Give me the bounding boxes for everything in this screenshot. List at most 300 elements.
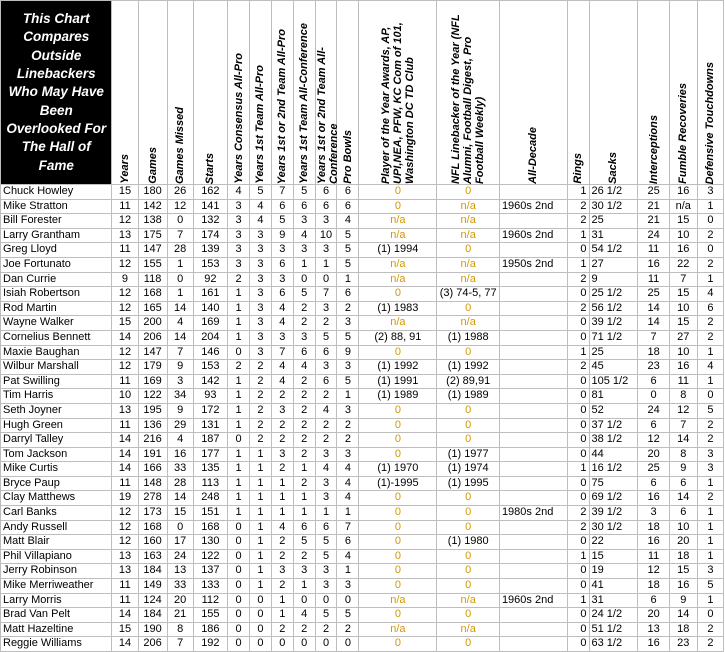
stat-cell: 4 [167, 433, 193, 448]
stat-cell: 1 [697, 199, 723, 214]
stat-cell: 1 [228, 316, 250, 331]
table-row [1, 564, 724, 579]
column-header [167, 1, 193, 185]
stat-cell: 16 [638, 535, 669, 550]
stat-cell: 0 [567, 535, 589, 550]
player-name: Clay Matthews [1, 491, 112, 506]
stat-cell: 3 [293, 564, 315, 579]
stat-cell: 1 [337, 506, 359, 521]
stat-cell: 3 [315, 491, 337, 506]
stat-cell: 2 [271, 389, 293, 404]
stat-cell: 1 [228, 506, 250, 521]
stat-cell [499, 608, 567, 623]
stat-cell: (1) 1989 [359, 389, 437, 404]
stat-cell: 0 [315, 593, 337, 608]
stat-cell: 6 [293, 345, 315, 360]
column-header-label: Sacks [607, 152, 620, 184]
stat-cell: (2) 88, 91 [359, 330, 437, 345]
stat-cell: 3 [249, 257, 271, 272]
stat-cell: 3 [249, 330, 271, 345]
table-row [1, 214, 724, 229]
stat-cell: 0 [437, 243, 500, 258]
stat-cell [499, 535, 567, 550]
stat-cell: (3) 74-5, 77 [437, 287, 500, 302]
stat-cell: 3 [293, 214, 315, 229]
stat-cell: 0 [567, 243, 589, 258]
stat-cell: (1) 1994 [359, 243, 437, 258]
stat-cell: 29 [167, 418, 193, 433]
stat-cell: 3 [337, 579, 359, 594]
player-name: Pat Swilling [1, 374, 112, 389]
stat-cell: 118 [138, 272, 167, 287]
stat-cell: 15 [112, 316, 138, 331]
column-header-label: Starts [204, 152, 217, 184]
stat-cell: (1) 1988 [437, 330, 500, 345]
stat-cell: 5 [337, 374, 359, 389]
stat-cell: n/a [437, 622, 500, 637]
stat-cell: 2 [293, 301, 315, 316]
stat-cell: 20 [638, 447, 669, 462]
stat-cell: 93 [193, 389, 227, 404]
stat-cell: n/a [437, 272, 500, 287]
stat-cell: 3 [228, 214, 250, 229]
stat-cell: 0 [167, 272, 193, 287]
stat-cell: 2 [293, 549, 315, 564]
stat-cell: 2 [293, 374, 315, 389]
stat-cell: 191 [138, 447, 167, 462]
stat-cell: 0 [271, 637, 293, 652]
stat-cell: 0 [228, 622, 250, 637]
stat-cell: (1) 1974 [437, 462, 500, 477]
stat-cell: 1 [567, 593, 589, 608]
stat-cell: 16 [167, 447, 193, 462]
stat-cell [499, 330, 567, 345]
stat-cell: 163 [138, 549, 167, 564]
stat-cell: 112 [193, 593, 227, 608]
stat-cell: 0 [567, 418, 589, 433]
stat-cell: 10 [669, 520, 697, 535]
stat-cell: 4 [249, 214, 271, 229]
column-header [271, 1, 293, 185]
stat-cell: 2 [293, 389, 315, 404]
column-header [315, 1, 340, 185]
stat-cell: 5 [337, 257, 359, 272]
stat-cell: 1 [249, 535, 271, 550]
stat-cell: 24 [167, 549, 193, 564]
stat-cell: 3 [249, 316, 271, 331]
stat-cell: (1) 1980 [437, 535, 500, 550]
stat-cell: 4 [315, 403, 337, 418]
stat-cell: 21 [638, 214, 669, 229]
stat-cell: 1 [228, 330, 250, 345]
table-row [1, 491, 724, 506]
stat-cell: 1 [697, 520, 723, 535]
stat-cell: 10 [669, 301, 697, 316]
stat-cell: 2 [697, 418, 723, 433]
stat-cell: 3 [337, 447, 359, 462]
stat-cell: 0 [228, 564, 250, 579]
stat-cell: 3 [228, 199, 250, 214]
stat-cell: 172 [193, 403, 227, 418]
stat-cell: 12 [638, 433, 669, 448]
stat-cell: 2 [271, 535, 293, 550]
stat-cell: 7 [638, 330, 669, 345]
stat-cell: 13 [112, 564, 138, 579]
stat-cell [499, 272, 567, 287]
column-header [499, 1, 567, 185]
column-header-label: Interceptions [647, 114, 660, 184]
stat-cell: 168 [138, 287, 167, 302]
stat-cell: 0 [359, 608, 437, 623]
stat-cell: 1 [249, 462, 271, 477]
header-row [1, 1, 724, 185]
stat-cell: 3 [293, 330, 315, 345]
stat-cell: 0 [437, 491, 500, 506]
stat-cell: 6 [638, 476, 669, 491]
stat-cell: 3 [249, 272, 271, 287]
stat-cell: 51 1/2 [589, 622, 638, 637]
stat-cell: 22 [589, 535, 638, 550]
stat-cell: 148 [138, 476, 167, 491]
table-row [1, 593, 724, 608]
stat-cell: 26 [167, 185, 193, 200]
stat-cell: 2 [315, 316, 337, 331]
stat-cell: 6 [315, 185, 337, 200]
stat-cell: 136 [138, 418, 167, 433]
column-header [193, 1, 227, 185]
stat-cell: 6 [271, 199, 293, 214]
stat-cell: 3 [228, 257, 250, 272]
stat-cell: 0 [437, 549, 500, 564]
stat-cell: 13 [112, 403, 138, 418]
stat-cell: 19 [589, 564, 638, 579]
stat-cell: 0 [638, 389, 669, 404]
table-row [1, 316, 724, 331]
stat-cell: 25 [638, 287, 669, 302]
stat-cell: 1 [697, 506, 723, 521]
stat-cell: 6 [293, 520, 315, 535]
stat-cell: 0 [228, 637, 250, 652]
stat-cell: 3 [337, 316, 359, 331]
player-name: Maxie Baughan [1, 345, 112, 360]
stat-cell: 122 [193, 549, 227, 564]
stat-cell: 3 [228, 228, 250, 243]
stat-cell: 9 [589, 272, 638, 287]
stat-cell: 12 [112, 360, 138, 375]
stat-cell: (1) 1992 [359, 360, 437, 375]
stat-cell: 0 [359, 637, 437, 652]
stat-cell: 137 [193, 564, 227, 579]
stat-cell: 1 [249, 549, 271, 564]
stat-cell: 3 [249, 345, 271, 360]
stat-cell: 0 [437, 301, 500, 316]
stat-cell [499, 433, 567, 448]
stat-cell: 4 [271, 360, 293, 375]
stat-cell: 173 [138, 506, 167, 521]
stat-cell: 0 [437, 637, 500, 652]
stat-cell: 4 [337, 476, 359, 491]
stat-cell: 16 [638, 637, 669, 652]
stat-cell: 1 [293, 257, 315, 272]
stat-cell: 5 [337, 330, 359, 345]
stat-cell: 14 [112, 447, 138, 462]
stat-cell: 75 [589, 476, 638, 491]
column-header [638, 1, 669, 185]
stat-cell: 140 [193, 301, 227, 316]
stat-cell [499, 491, 567, 506]
stat-cell: 0 [437, 520, 500, 535]
stat-cell: 3 [315, 564, 337, 579]
stat-cell: 6 [337, 185, 359, 200]
stat-cell: 161 [193, 287, 227, 302]
stat-cell: 2 [271, 622, 293, 637]
stat-cell: 2 [697, 330, 723, 345]
stat-cell: 1 [293, 462, 315, 477]
stat-cell: 7 [167, 637, 193, 652]
stat-cell: 1 [293, 579, 315, 594]
stat-cell: 1 [167, 257, 193, 272]
player-name: Bill Forester [1, 214, 112, 229]
stat-cell: 1 [567, 228, 589, 243]
stat-cell: 12 [112, 214, 138, 229]
stat-cell: 3 [697, 185, 723, 200]
player-name: Greg Lloyd [1, 243, 112, 258]
player-name: Wayne Walker [1, 316, 112, 331]
stat-cell: 2 [697, 491, 723, 506]
stat-cell: 187 [193, 433, 227, 448]
stat-cell: n/a [437, 316, 500, 331]
stat-cell: (1) 1983 [359, 301, 437, 316]
stat-cell: 3 [249, 228, 271, 243]
stat-cell: 153 [193, 257, 227, 272]
stat-cell: 14 [112, 330, 138, 345]
stat-cell: 45 [589, 360, 638, 375]
stat-cell: 15 [669, 316, 697, 331]
stat-cell: 4 [271, 374, 293, 389]
player-name: Brad Van Pelt [1, 608, 112, 623]
stat-cell: 0 [437, 418, 500, 433]
stat-cell: (1)-1995 [359, 476, 437, 491]
stat-cell [499, 637, 567, 652]
stat-cell: 2 [337, 301, 359, 316]
stat-cell: 1 [249, 476, 271, 491]
stat-cell: 0 [359, 287, 437, 302]
stat-cell: 0 [567, 491, 589, 506]
stat-cell: 0 [697, 389, 723, 404]
stat-cell: 12 [112, 287, 138, 302]
stat-cell: 1 [228, 491, 250, 506]
stat-cell: 149 [138, 579, 167, 594]
player-name: Tom Jackson [1, 447, 112, 462]
player-name: Tim Harris [1, 389, 112, 404]
stat-cell: 16 [669, 243, 697, 258]
stat-cell: 3 [315, 243, 337, 258]
stat-cell: 12 [167, 199, 193, 214]
stat-cell: 63 1/2 [589, 637, 638, 652]
stat-cell: 2 [315, 433, 337, 448]
column-header-label: Years 1st or 2nd Team All-Pro [276, 28, 289, 184]
stat-cell: 0 [437, 608, 500, 623]
stat-cell: 0 [315, 637, 337, 652]
stat-cell: 15 [669, 214, 697, 229]
stat-cell: 11 [112, 199, 138, 214]
stat-cell: 2 [271, 418, 293, 433]
stat-cell: 16 [638, 491, 669, 506]
stat-cell: 2 [697, 316, 723, 331]
table-row [1, 389, 724, 404]
stat-cell: 0 [437, 345, 500, 360]
stat-cell: 6 [638, 374, 669, 389]
stat-cell [499, 316, 567, 331]
stat-cell: 41 [589, 579, 638, 594]
stat-cell: 15 [589, 549, 638, 564]
stat-cell: 1960s 2nd [499, 228, 567, 243]
stat-cell: 21 [167, 608, 193, 623]
stat-cell: 6 [669, 476, 697, 491]
stat-cell: 14 [638, 316, 669, 331]
stat-cell: 0 [359, 564, 437, 579]
table-row [1, 301, 724, 316]
player-name: Darryl Talley [1, 433, 112, 448]
stat-cell: n/a [437, 199, 500, 214]
stat-cell: 179 [138, 360, 167, 375]
stat-cell: 1 [228, 462, 250, 477]
stat-cell: 6 [697, 301, 723, 316]
stat-cell: 0 [228, 593, 250, 608]
stat-cell: 23 [669, 637, 697, 652]
player-name: Isiah Robertson [1, 287, 112, 302]
stat-cell: 1980s 2nd [499, 506, 567, 521]
stat-cell: 0 [567, 403, 589, 418]
stat-cell: n/a [669, 199, 697, 214]
stat-cell: 1 [228, 287, 250, 302]
player-name: Hugh Green [1, 418, 112, 433]
stat-cell: 5 [271, 214, 293, 229]
stat-cell: 16 [669, 360, 697, 375]
column-header-label: All-Decade [527, 127, 540, 184]
stat-cell: 15 [669, 287, 697, 302]
stat-cell: 81 [589, 389, 638, 404]
stat-cell: 18 [638, 579, 669, 594]
stat-cell [499, 579, 567, 594]
stat-cell: 25 1/2 [589, 287, 638, 302]
stat-cell: 6 [271, 287, 293, 302]
stat-cell: 206 [138, 637, 167, 652]
stat-cell: 147 [138, 345, 167, 360]
stat-cell: 4 [293, 228, 315, 243]
column-header-label: Games Missed [174, 106, 187, 184]
stat-cell: 216 [138, 433, 167, 448]
stat-cell: 169 [138, 374, 167, 389]
player-name: Mike Stratton [1, 199, 112, 214]
stat-cell: 26 1/2 [589, 185, 638, 200]
table-row [1, 330, 724, 345]
column-header-label: Years Consensus All-Pro [232, 53, 245, 184]
stat-cell: 5 [293, 535, 315, 550]
stat-cell: 8 [669, 447, 697, 462]
column-header [138, 1, 167, 185]
column-header-label: Years 1st or 2nd Team All-Conference [315, 47, 340, 184]
stat-cell: 15 [112, 185, 138, 200]
stat-cell: 4 [293, 608, 315, 623]
stat-cell: 0 [567, 316, 589, 331]
stat-cell: 5 [249, 185, 271, 200]
stat-cell: 7 [167, 228, 193, 243]
stat-cell: 0 [249, 593, 271, 608]
stat-cell: 1 [337, 272, 359, 287]
table-row [1, 360, 724, 375]
stat-cell: 1 [293, 491, 315, 506]
stat-cell: 132 [193, 214, 227, 229]
stat-cell: 12 [112, 520, 138, 535]
stat-cell: 1 [228, 447, 250, 462]
stat-cell: 6 [315, 345, 337, 360]
column-header [669, 1, 697, 185]
stat-cell: 4 [337, 549, 359, 564]
stat-cell: 2 [271, 462, 293, 477]
stat-cell: 14 [112, 637, 138, 652]
player-name: Matt Blair [1, 535, 112, 550]
table-row [1, 272, 724, 287]
stat-cell: n/a [437, 214, 500, 229]
table-body [1, 185, 724, 652]
stat-cell: 206 [138, 330, 167, 345]
stat-cell: 0 [437, 579, 500, 594]
player-name: Larry Morris [1, 593, 112, 608]
stat-cell: 10 [315, 228, 337, 243]
stat-cell: 1 [228, 374, 250, 389]
stat-cell: 56 1/2 [589, 301, 638, 316]
stat-cell: 6 [271, 257, 293, 272]
stat-cell: 0 [359, 506, 437, 521]
table-row [1, 374, 724, 389]
stat-cell: 1 [567, 185, 589, 200]
stat-cell: 160 [138, 535, 167, 550]
stat-cell: 12 [669, 403, 697, 418]
stat-cell: 2 [567, 301, 589, 316]
stat-cell: 3 [167, 374, 193, 389]
stat-cell: 27 [669, 330, 697, 345]
stat-cell [499, 185, 567, 200]
stat-cell: 14 [167, 330, 193, 345]
stat-cell: 0 [697, 608, 723, 623]
stat-cell: 3 [271, 272, 293, 287]
stat-cell: 14 [669, 491, 697, 506]
stat-cell: 2 [697, 257, 723, 272]
stat-cell: 69 1/2 [589, 491, 638, 506]
stat-cell [499, 214, 567, 229]
stat-cell: 7 [669, 272, 697, 287]
stat-cell: 11 [112, 579, 138, 594]
stat-cell: 0 [359, 433, 437, 448]
stat-cell [499, 301, 567, 316]
chart-intro: This Chart Compares Outside Linebackers Who May Have Been Overlooked For The Hall of Fame [1, 1, 112, 185]
stat-cell: 2 [249, 374, 271, 389]
stat-cell: 25 [638, 185, 669, 200]
stat-cell: 2 [315, 418, 337, 433]
stat-cell: 113 [193, 476, 227, 491]
stat-cell: 1 [271, 506, 293, 521]
player-name: Wilbur Marshall [1, 360, 112, 375]
stat-cell: 0 [359, 403, 437, 418]
stat-cell: 22 [669, 257, 697, 272]
stat-cell: 18 [638, 520, 669, 535]
stat-cell: 5 [337, 228, 359, 243]
stat-cell: 0 [567, 476, 589, 491]
stat-cell: 1 [567, 345, 589, 360]
stat-cell: 0 [228, 608, 250, 623]
stat-cell: 169 [193, 316, 227, 331]
